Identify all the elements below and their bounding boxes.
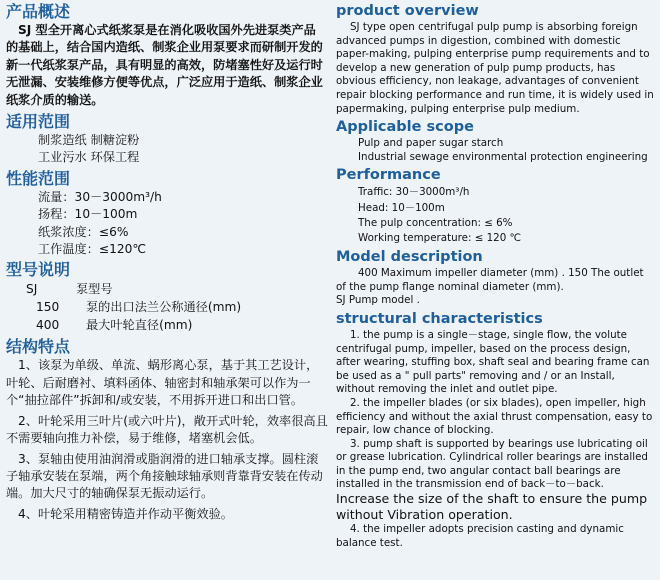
en-model-line: SJ Pump model . — [336, 294, 420, 307]
zh-perf-item: 纸浆浓度：≤6% — [38, 224, 129, 239]
zh-model-key: 150 — [36, 300, 60, 315]
en-struct-item — [336, 438, 656, 524]
en-struct-title: structural characteristics — [336, 310, 543, 327]
zh-struct-item: 2、叶轮采用三叶片(或六叶片)，敞开式叶轮，效率很高且不需要轴向推力补偿，易于维修，堵塞机会低。 — [6, 413, 328, 446]
en-model-title: Model description — [336, 249, 483, 266]
en-scope-item: Industrial sewage environmental protection engineering — [358, 150, 648, 163]
en-perf-item: The pulp concentration: ≤ 6% — [358, 216, 513, 229]
zh-perf-item: 流量：30－3000m³/h — [38, 189, 162, 204]
zh-struct-item: 1、该泵为单级、单流、蜗形离心泵，基于其工艺设计，叶轮、后耐磨衬、填料函体、轴密封和轴承架可以作为一个“抽拉部件”拆卸和/或安装，不用拆开进口和出口管。 — [6, 358, 319, 408]
en-perf-item: Working temperature: ≤ 120 ℃ — [358, 231, 522, 244]
zh-overview-text: SJ 型全开离心式纸浆泵是在消化吸收国外先进泵类产品的基础上，结合国内造纸、制浆企业用泵要求而研制开发的新一代纸浆泵产品，具有明显的高效，防堵塞性好及运行时无泄漏、安装维修方便等优点，广泛应用于造纸、制浆企业纸浆介质的输送。 — [6, 23, 323, 107]
en-scope-item: Pulp and paper sugar starch — [358, 137, 504, 150]
zh-perf-item: 扬程：10－100m — [38, 207, 138, 222]
chinese-column — [6, 2, 328, 523]
en-struct-item: 2. the impeller blades (or six blades), open impeller, high efficiency and without the axial thrust compensation, easy to repair, low chance of blocking. — [336, 396, 653, 437]
en-perf-item: Traffic: 30－3000m³/h — [358, 186, 470, 199]
zh-model-title: 型号说明 — [6, 260, 71, 280]
zh-struct-item: 3、泵轴由使用油润滑或脂润滑的进口轴承支撑。圆柱滚子轴承安装在泵端，两个角接触球轴承则背靠背安装在传动端。加大尺寸的轴确保泵无振动运行。 — [6, 451, 323, 501]
en-perf-title: Performance — [336, 167, 441, 184]
zh-perf-title: 性能范围 — [6, 168, 71, 188]
en-model-line: 400 Maximum impeller diameter (mm) . 150 The outlet of the pump flange nominal diameter (mm). — [336, 267, 644, 293]
en-struct-3-part-b: Increase the size of the shaft to ensure the pump without Vibration operation. — [336, 491, 648, 522]
zh-model-key: SJ — [26, 282, 38, 297]
zh-scope-item: 制浆造纸 制糖淀粉 — [38, 133, 140, 148]
zh-model-value: 最大叶轮直径(mm) — [86, 318, 193, 333]
zh-model-value: 泵型号 — [76, 282, 113, 297]
zh-model-key: 400 — [36, 318, 60, 333]
zh-perf-item: 工作温度：≤120℃ — [38, 242, 147, 257]
en-struct-3-part-a: 3. pump shaft is supported by bearings use lubricating oil or grease lubrication. Cylindrical roller bearings are installed in the pump end, two angular contact ball bearings are installed in the transmission end of back－to－back. — [336, 437, 648, 491]
en-struct-item: 4. the impeller adopts precision casting and dynamic balance test. — [336, 523, 624, 549]
en-struct-item: 1. the pump is a single－stage, single flow, the volute centrifugal pump, impeller, based on the process design, after wearing, stuffing box, shaft seal and bearing frame can be used as a " pull parts" removing and / or an Install, without removing the inlet and outlet pipe. — [336, 328, 650, 396]
zh-scope-item: 工业污水 环保工程 — [38, 150, 140, 165]
en-overview-text: SJ type open centrifugal pulp pump is absorbing foreign advanced pumps in digestion, combined with domestic paper-making, pulping enterprise pump requirements and to develop a new generation of pulp pump products, has obvious efficiency, non leakage, advantages of convenient repair blocking performance and run time, it is widely used in papermaking, pulping enterprise pulp medium. — [336, 21, 654, 115]
en-perf-item: Head: 10－100m — [358, 201, 445, 214]
zh-struct-item: 4、叶轮采用精密铸造并作动平衡效验。 — [18, 506, 233, 521]
en-scope-title: Applicable scope — [336, 119, 474, 136]
en-overview-title: product overview — [336, 3, 479, 19]
zh-struct-title: 结构特点 — [6, 337, 71, 357]
zh-model-row — [6, 298, 328, 316]
zh-scope-title: 适用范围 — [6, 112, 71, 132]
zh-model-value: 泵的出口法兰公称通径(mm) — [86, 300, 242, 315]
zh-overview-title: 产品概述 — [6, 2, 71, 21]
english-column — [336, 2, 656, 550]
zh-model-row — [6, 316, 328, 334]
zh-model-row — [6, 280, 328, 298]
